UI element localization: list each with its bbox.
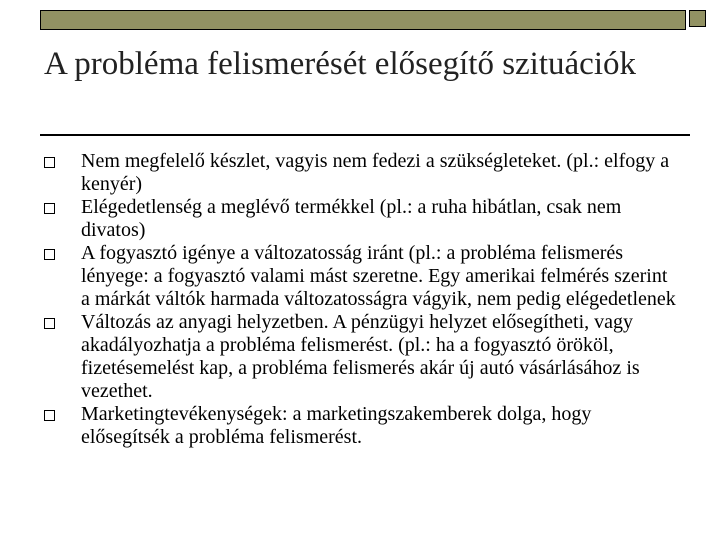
list-item <box>0 403 720 449</box>
square-bullet-icon <box>44 249 55 260</box>
square-bullet-icon <box>44 157 55 168</box>
bullet-text: Marketingtevékenységek: a marketingszakemberek dolga, hogy elősegítsék a probléma felismerést. <box>81 403 592 448</box>
list-item <box>0 196 720 242</box>
bullet-text: Változás az anyagi helyzetben. A pénzügyi helyzet elősegítheti, vagy akadályozhatja a probléma felismerést. (pl.: ha a fogyasztó örököl, fizetésemelést kap, a probléma felismerés akár új autó vásárlásához is vezethet. <box>81 311 640 402</box>
slide-title: A probléma felismerését elősegítő szituációk <box>44 46 636 82</box>
list-item <box>0 311 720 403</box>
bullet-list <box>0 150 720 449</box>
title-divider <box>40 134 690 136</box>
square-bullet-icon <box>44 318 55 329</box>
title-accent-bar <box>40 10 686 30</box>
list-item <box>0 150 720 196</box>
corner-accent-square <box>689 10 706 27</box>
square-bullet-icon <box>44 203 55 214</box>
list-item <box>0 242 720 311</box>
square-bullet-icon <box>44 410 55 421</box>
bullet-text: Elégedetlenség a meglévő termékkel (pl.: a ruha hibátlan, csak nem divatos) <box>81 196 622 241</box>
bullet-text: A fogyasztó igénye a változatosság iránt (pl.: a probléma felismerés lényege: a fogyasztó valami mást szeretne. Egy amerikai felmérés szerint a márkát váltók harmada változatosságra vágyik, nem pedig elégedetlenek <box>81 242 676 310</box>
bullet-text: Nem megfelelő készlet, vagyis nem fedezi a szükségleteket. (pl.: elfogy a kenyér) <box>81 150 670 195</box>
